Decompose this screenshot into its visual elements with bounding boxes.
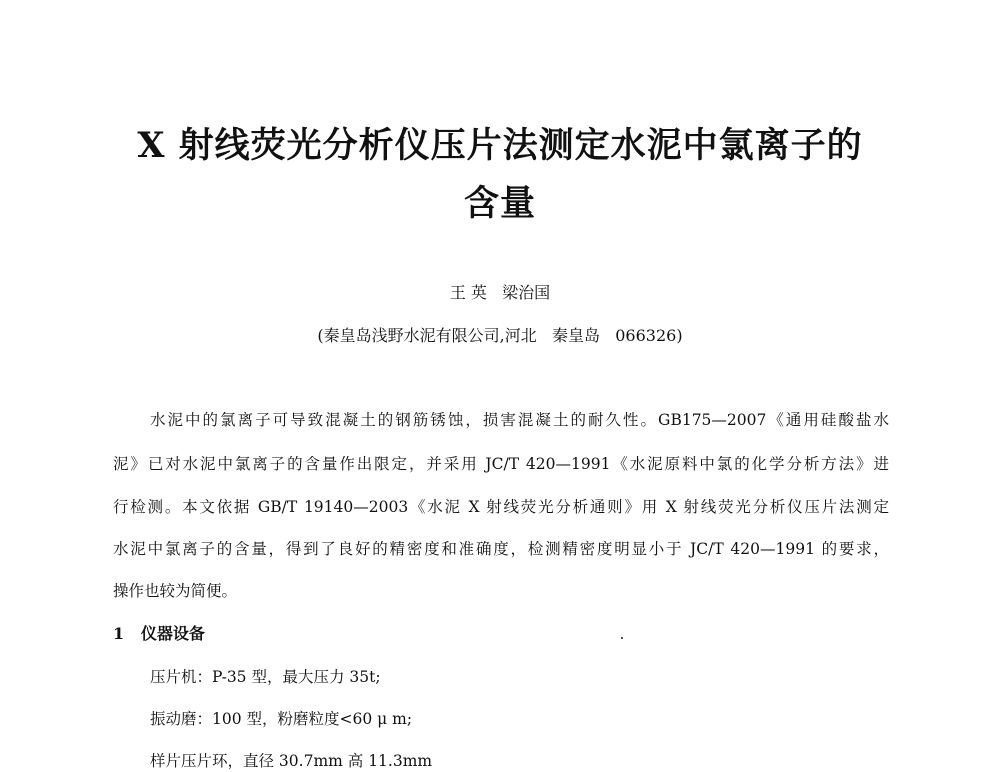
paper-title-line-2: 含量	[463, 183, 536, 224]
paragraph-line: 泥》已对水泥中氯离子的含量作出限定，并采用 JC/T 420—1991《水泥原料中氯的化学分析方法》进	[113, 455, 889, 473]
paragraph-line: 操作也较为简便。	[113, 582, 238, 600]
equipment-item: 压片机：P-35 型，最大压力 35t;	[150, 668, 381, 686]
paper-title-line-1: X 射线荧光分析仪压片法测定水泥中氯离子的	[137, 125, 863, 166]
authors: 王 英 梁治国	[449, 283, 551, 302]
section-heading: 1 仪器设备	[113, 624, 205, 643]
scan-speck	[621, 637, 623, 639]
affiliation: (秦皇岛浅野水泥有限公司,河北 秦皇岛 066326)	[317, 326, 683, 345]
paragraph-line: 水泥中的氯离子可导致混凝土的钢筋锈蚀，损害混凝土的耐久性。GB175—2007《通用硅酸盐水	[150, 411, 889, 429]
equipment-item: 振动磨：100 型，粉磨粒度<60 μ m;	[150, 710, 413, 728]
equipment-item: 样片压片环，直径 30.7mm 高 11.3mm	[150, 752, 433, 770]
paragraph-line: 行检测。本文依据 GB/T 19140—2003《水泥 X 射线荧光分析通则》用 X 射线荧光分析仪压片法测定	[113, 498, 889, 516]
paragraph-line: 水泥中氯离子的含量，得到了良好的精密度和准确度，检测精密度明显小于 JC/T 420—1991 的要求，	[113, 540, 889, 558]
